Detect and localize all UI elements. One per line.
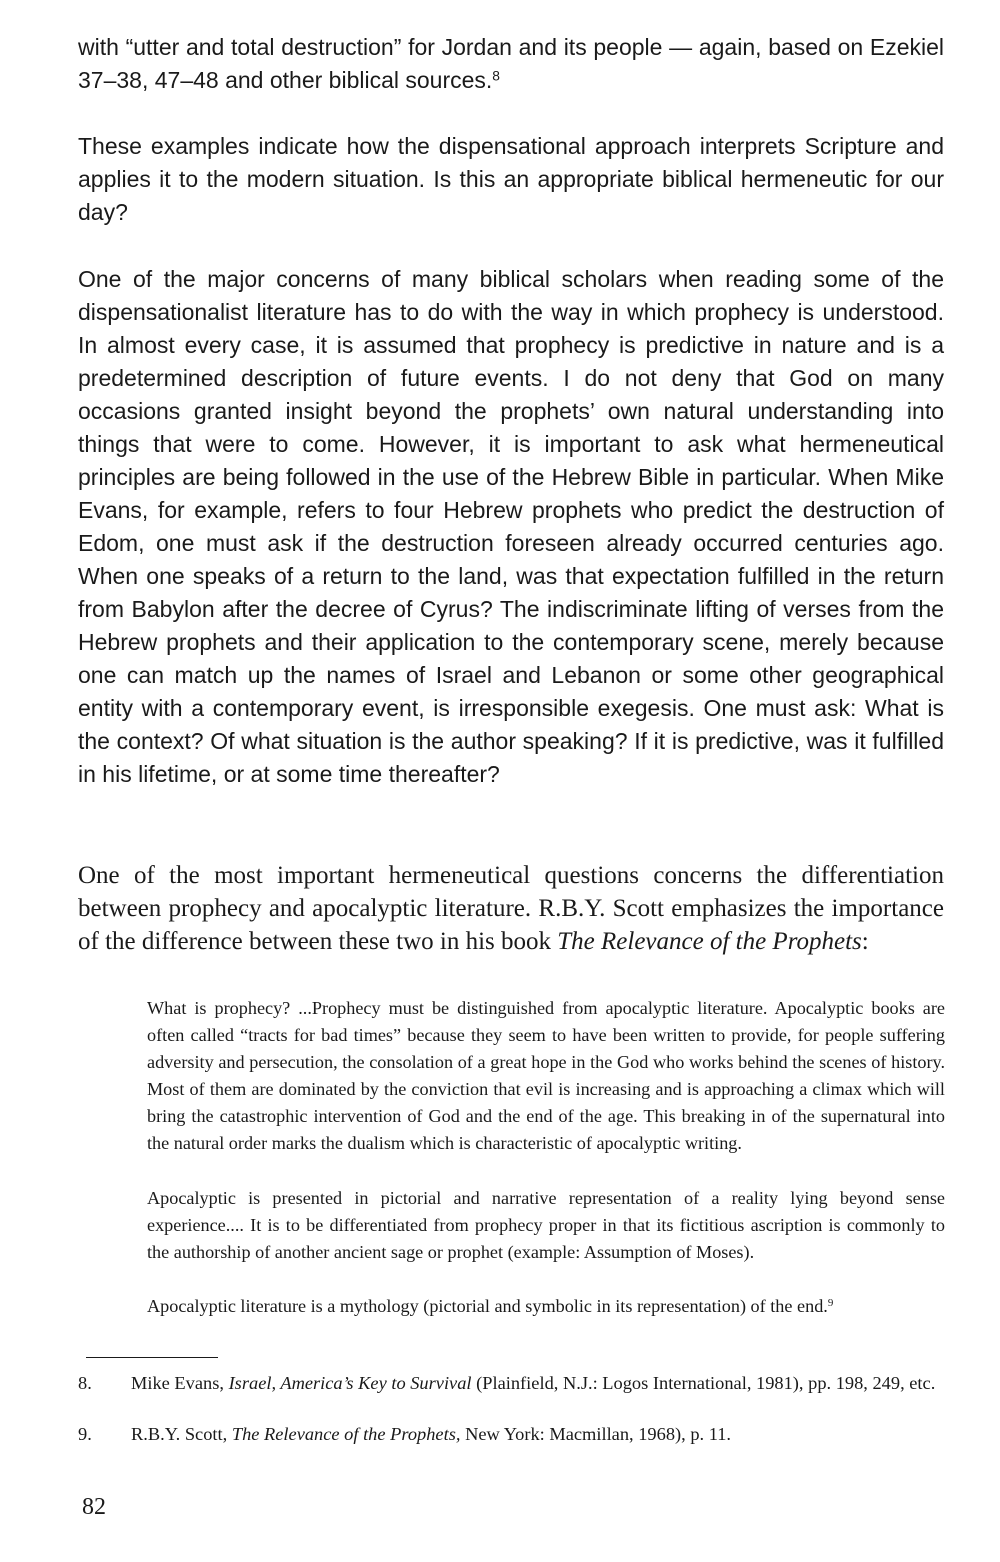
footnote-divider	[86, 1357, 218, 1358]
block-quote-3	[147, 1293, 945, 1320]
footnote-9	[78, 1420, 950, 1448]
paragraph-4-text: One of the most important hermeneutical questions concerns the differentiation between prophecy and apocalyptic literature. R.B.Y. Scott emphasizes the importance of the difference between these two in his book	[78, 862, 944, 955]
footnote-9-rest: New York: Macmillan, 1968), p. 11.	[460, 1424, 732, 1444]
footnote-8-rest: (Plainfield, N.J.: Logos International, 1981), pp. 198, 249, etc.	[471, 1373, 936, 1393]
block-quote-3-text: Apocalyptic literature is a mythology (pictorial and symbolic in its representation) of the end.	[147, 1296, 828, 1316]
paragraph-1-text: with “utter and total destruction” for Jordan and its people — again, based on Ezekiel 37–38, 47–48 and other biblical sources.	[78, 34, 944, 93]
paragraph-3	[78, 263, 944, 791]
footnote-ref-9: 9	[827, 1297, 834, 1309]
footnote-9-title: The Relevance of the Prophets,	[231, 1424, 461, 1444]
footnote-8-number: 8.	[78, 1373, 92, 1393]
footnote-ref-8: 8	[492, 68, 500, 84]
footnote-8-author: Mike Evans,	[131, 1373, 229, 1393]
block-quote-2-text: Apocalyptic is presented in pictorial and narrative representation of a reality lying beyond sense experience.... It is to be differentiated from prophecy proper in that its fictitious ascription is commonly to the authorship of another ancient sage or prophet (example: Assumption of Moses).	[147, 1188, 945, 1262]
paragraph-2-text: These examples indicate how the dispensational approach interprets Scripture and applies it to the modern situation. Is this an appropriate biblical hermeneutic for our day?	[78, 133, 944, 225]
footnote-8-title: Israel, America’s Key to Survival	[228, 1373, 472, 1393]
page-number: 82	[82, 1494, 106, 1520]
paragraph-4-end: :	[861, 928, 869, 955]
paragraph-1	[78, 31, 944, 97]
block-quote-2	[147, 1185, 945, 1266]
footnote-9-author: R.B.Y. Scott,	[131, 1424, 232, 1444]
footnote-8	[78, 1369, 950, 1397]
paragraph-2	[78, 130, 944, 229]
footnote-9-number: 9.	[78, 1424, 92, 1444]
paragraph-3-text: One of the major concerns of many biblical scholars when reading some of the dispensationalist literature has to do with the way in which prophecy is understood. In almost every case, it is assumed that prophecy is predictive in nature and is a predetermined description of future events. I do not deny that God on many occasions granted insight beyond the prophets’ own natural understanding into things that were to come. However, it is important to ask what hermeneutical principles are being followed in the use of the Hebrew Bible in particular. When Mike Evans, for example, refers to four Hebrew prophets who predict the destruction of Edom, one must ask if the destruction foreseen already occurred centuries ago. When one speaks of a return to the land, was that expectation fulfilled in the return from Babylon after the decree of Cyrus? The indiscriminate lifting of verses from the Hebrew prophets and their application to the contemporary scene, merely because one can match up the names of Israel and Lebanon or some other geographical entity with a contemporary event, is irresponsible exegesis. One must ask: What is the context? Of what situation is the author speaking? If it is predictive, was it fulfilled in his lifetime, or at some time thereafter?	[78, 266, 944, 787]
block-quote-1	[147, 995, 945, 1157]
block-quote-1-text: What is prophecy? ...Prophecy must be distinguished from apocalyptic literature. Apocalyptic books are often called “tracts for bad times” because they seem to have been written to provide, for people suffering adversity and persecution, the consolation of a great hope in the God who works behind the scenes of history. Most of them are dominated by the conviction that evil is increasing and is approaching a climax which will bring the catastrophic intervention of God and the end of the age. This breaking in of the supernatural into the natural order marks the dualism which is characteristic of apocalyptic writing.	[147, 998, 945, 1153]
book-title: The Relevance of the Prophets	[557, 928, 862, 955]
paragraph-4	[78, 859, 944, 958]
